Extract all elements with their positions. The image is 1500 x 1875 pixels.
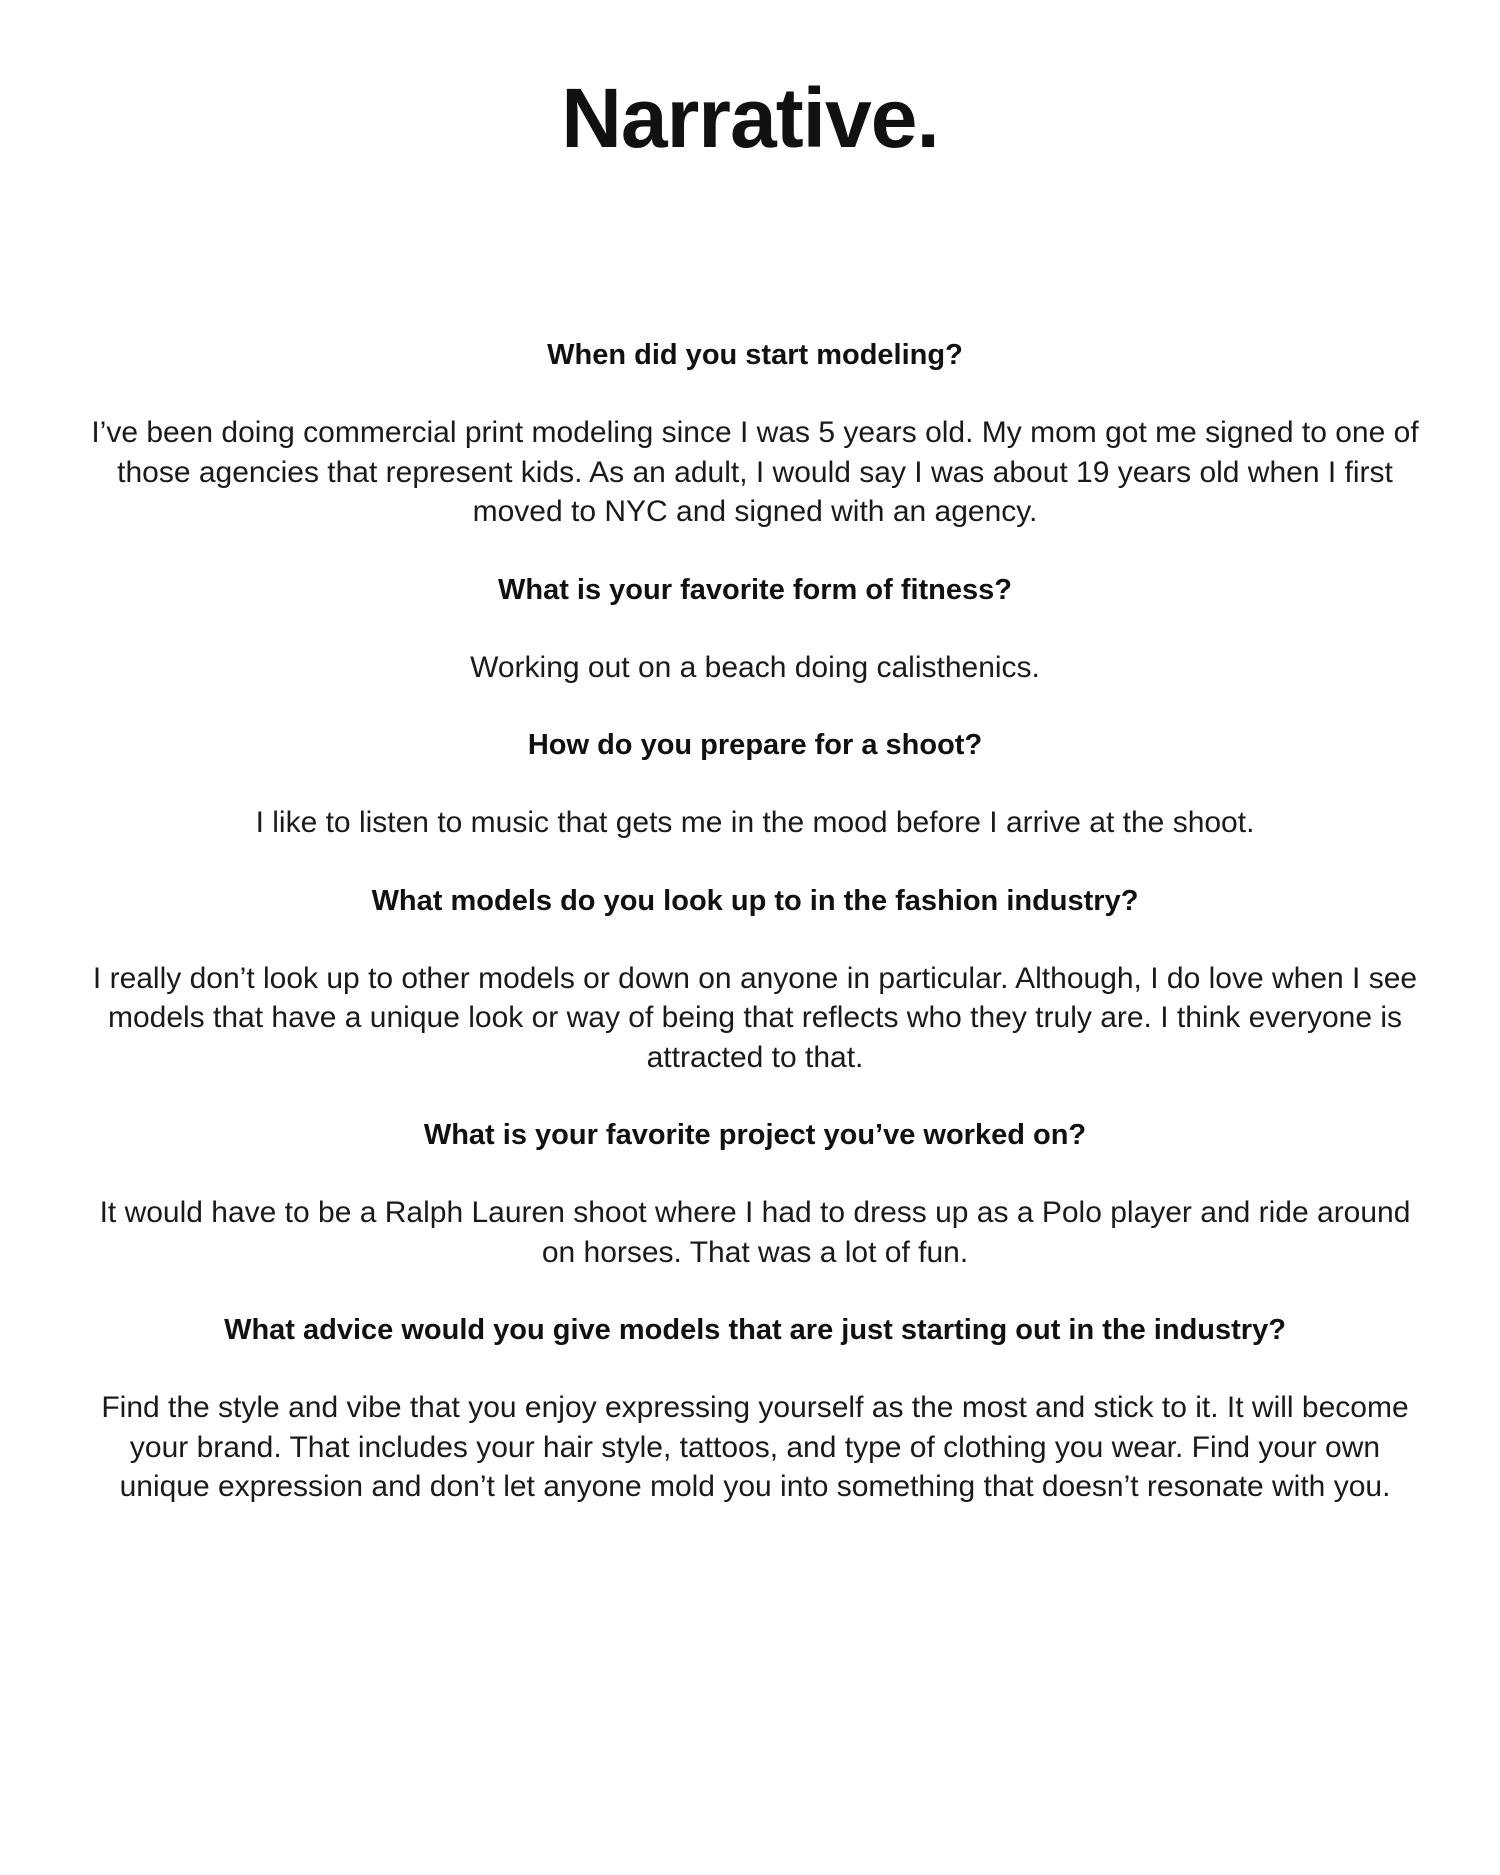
qa-item-start-modeling (90, 335, 1420, 532)
question: What advice would you give models that are just starting out in the industry? (224, 1314, 1286, 1346)
answer: I really don’t look up to other models or down on anyone in particular. Although, I do love when I see models that have a unique look or way of being that reflects who they truly are. I think everyone is attracted to that. (92, 961, 1418, 1074)
qa-item-favorite-project (90, 1115, 1420, 1272)
question: What models do you look up to in the fashion industry? (371, 884, 1139, 917)
answer: It would have to be a Ralph Lauren shoot where I had to dress up as a Polo player and ride around on horses. That was a lot of fun. (99, 1196, 1411, 1269)
question: What is your favorite form of fitness? (498, 573, 1012, 606)
answer: Find the style and vibe that you enjoy expressing yourself as the most and stick to it. It will become your brand. That includes your hair style, tattoos, and type of clothing you wear. Find your own unique expression and don’t let anyone mold you into something that doesn’t resonate with you. (101, 1391, 1409, 1503)
answer: I’ve been doing commercial print modeling since I was 5 years old. My mom got me signed to one of those agencies that represent kids. As an adult, I would say I was about 19 years old when I first moved to NYC and signed with an agency. (91, 416, 1419, 528)
qa-item-favorite-fitness (90, 570, 1420, 688)
answer: Working out on a beach doing calisthenics. (470, 650, 1040, 684)
qa-item-advice-new-models (90, 1310, 1420, 1507)
page-title: Narrative. (561, 71, 939, 165)
answer: I like to listen to music that gets me in the mood before I arrive at the shoot. (255, 806, 1255, 839)
question: What is your favorite project you’ve worked on? (423, 1119, 1087, 1151)
question: How do you prepare for a shoot? (527, 729, 983, 761)
qa-list (90, 335, 1420, 1545)
qa-item-prepare-shoot (90, 725, 1420, 843)
question: When did you start modeling? (547, 339, 963, 371)
qa-item-models-look-up-to (90, 881, 1420, 1078)
